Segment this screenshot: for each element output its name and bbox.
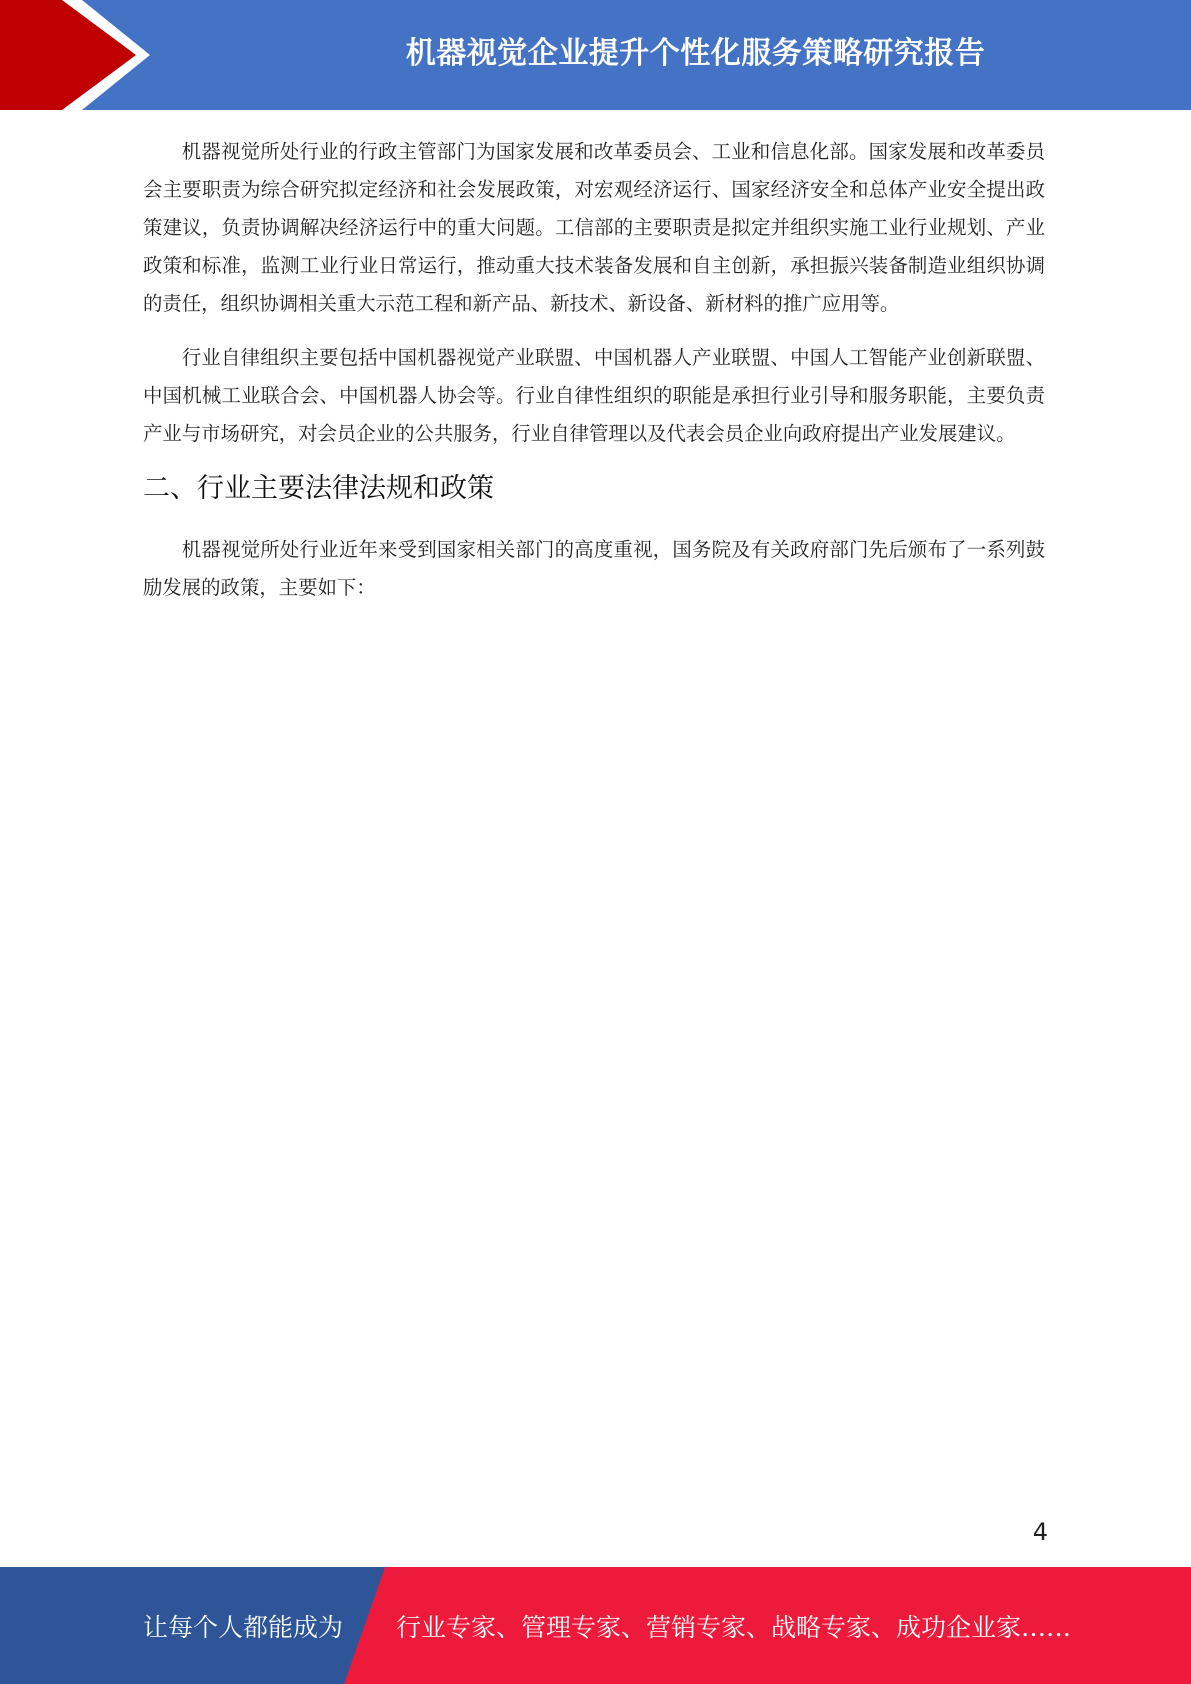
section-heading: 二、行业主要法律法规和政策: [143, 473, 494, 504]
footer-slogan-left: 让每个人都能成为: [143, 1612, 344, 1642]
page-header: [0, 0, 1191, 110]
document-title: 机器视觉企业提升个性化服务策略研究报告: [405, 36, 986, 71]
paragraph-policies-intro: 机器视觉所处行业近年来受到国家相关部门的高度重视，国务院及有关政府部门先后颁布了一系列鼓励发展的政策，主要如下：: [143, 538, 1045, 599]
page-number: 4: [1032, 1518, 1048, 1546]
main-content: [143, 133, 1045, 623]
paragraph-self-regulatory-organizations: 行业自律组织主要包括中国机器视觉产业联盟、中国机器人产业联盟、中国人工智能产业创新联盟、中国机械工业联合会、中国机器人协会等。行业自律性组织的职能是承担行业引导和服务职能，主要负责产业与市场研究，对会员企业的公共服务，行业自律管理以及代表会员企业向政府提出产业发展建议。: [143, 346, 1045, 445]
page-footer: [0, 1567, 1191, 1684]
paragraph-regulatory-authorities: 机器视觉所处行业的行政主管部门为国家发展和改革委员会、工业和信息化部。国家发展和改革委员会主要职责为综合研究拟定经济和社会发展政策，对宏观经济运行、国家经济安全和总体产业安全提出政策建议，负责协调解决经济运行中的重大问题。工信部的主要职责是拟定并组织实施工业行业规划、产业政策和标准，监测工业行业日常运行，推动重大技术装备发展和自主创新，承担振兴装备制造业组织协调的责任，组织协调相关重大示范工程和新产品、新技术、新设备、新材料的推广应用等。: [143, 140, 1045, 315]
footer-slogan-right: 行业专家、管理专家、营销专家、战略专家、成功企业家……: [396, 1612, 1072, 1642]
